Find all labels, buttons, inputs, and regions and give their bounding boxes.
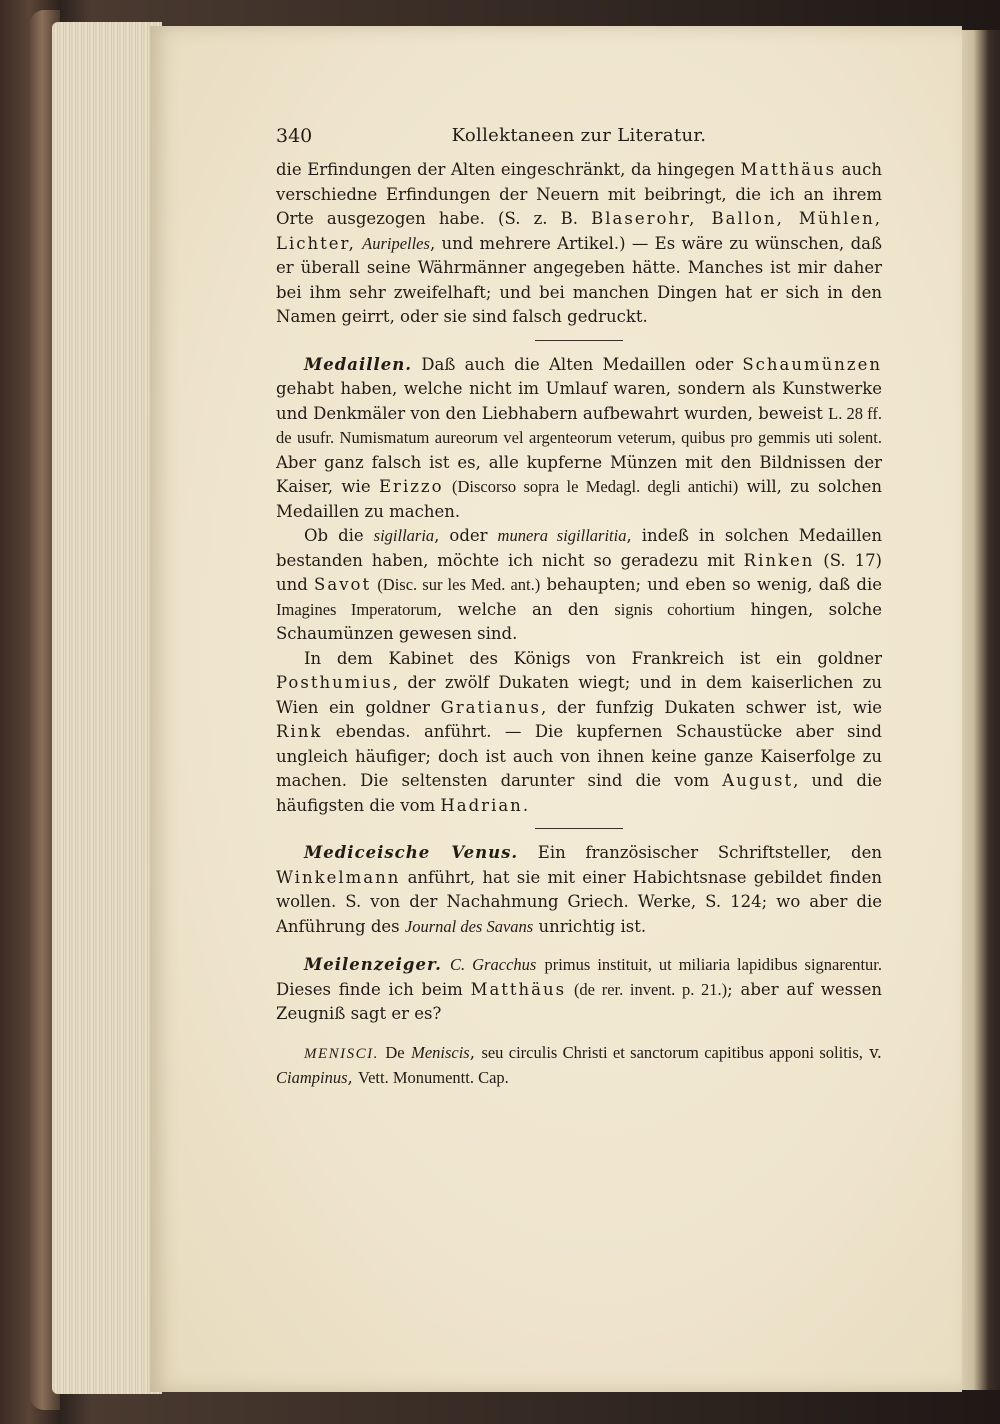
citation: Vett. Monumentt. Cap.: [358, 1068, 509, 1087]
person-name: Rink: [276, 722, 323, 741]
text-run: hingen, solche Schaumünzen gewesen sind.: [276, 599, 882, 643]
text-run: , oder: [434, 526, 498, 545]
latin-word: De: [385, 1042, 405, 1062]
running-title: Kollektaneen zur Literatur.: [451, 125, 707, 146]
latin-term: Auripelles: [362, 233, 430, 253]
section-divider: [535, 828, 623, 829]
person-name: Savot: [314, 575, 372, 594]
text-run: unrichtig ist.: [533, 916, 647, 936]
text-run: behaupten; und eben so wenig, daß die: [540, 575, 882, 594]
entry-names: Blaserohr, Ballon, Mühlen, Lichter,: [276, 209, 882, 253]
text-run: [442, 955, 450, 974]
entry-meilenzeiger: [276, 953, 882, 1027]
paragraph-sigillaria: [276, 524, 882, 647]
journal-title: Journal des Savans: [404, 916, 534, 936]
text-run: , der funfzig Dukaten schwer ist, wie: [540, 697, 883, 717]
person-name: Rinken: [743, 550, 815, 570]
person-name: Erizzo: [379, 477, 444, 496]
text-run: In dem Kabinet des Königs von Frankreich ist ein goldner: [304, 648, 882, 668]
latin-quotation: seu circulis Christi et sanctorum capitibus apponi solitis,: [481, 1042, 863, 1062]
latin-quotation: L. 28 ff. de usufr. Numismatum aureorum vel argenteorum veterum, quibus pro gemmis uti solent.: [276, 403, 882, 447]
latin-term: sigillaria: [373, 526, 435, 545]
text-run: auch verschiedne Erfindungen der Neuern mit beibringt, die ich an ihrem Orte ausgezogen habe. (S. z. B.: [276, 160, 882, 228]
citation: (de rer. invent. p. 21.): [573, 979, 728, 999]
entry-keyword: Mediceische Venus.: [304, 843, 519, 862]
latin-term: Imagines Imperatorum: [276, 599, 437, 619]
facing-page-edge: [962, 30, 1000, 1390]
latin-term: signis cohortium: [614, 599, 735, 619]
text-run: , der zwölf Dukaten wiegt; und in dem kaiserlichen zu Wien ein goldner: [276, 673, 882, 717]
person-name: C. Gracchus: [450, 955, 537, 974]
text-run: Ob die: [304, 526, 374, 545]
text-run: will, zu solchen Medaillen zu machen.: [276, 477, 882, 521]
text-run: ; aber auf wessen Zeugniß sagt er es?: [276, 979, 882, 1023]
person-name: Matthäus: [470, 979, 567, 999]
citation: (Discorso sopra le Medagl. degli antichi): [451, 477, 739, 496]
text-run: (S. 17) und: [276, 550, 882, 594]
paragraph-erfindungen: [276, 158, 882, 330]
person-name: Hadrian: [440, 795, 523, 815]
entry-keyword: Meilenzeiger.: [304, 955, 442, 974]
text-run: Daß auch die Alten Medaillen oder: [412, 354, 743, 374]
running-head: [276, 124, 882, 158]
emphasized-term: Schaumünzen: [742, 354, 882, 374]
page-content: [276, 124, 882, 1091]
entry-menisci: [276, 1041, 882, 1091]
text-run: , welche an den: [436, 599, 615, 619]
text-run: , und die häufigsten die vom: [276, 771, 882, 815]
paragraph-kabinet: [276, 647, 882, 819]
text-run: [444, 477, 452, 496]
text-run: Aber ganz falsch ist es, alle kupferne Münzen mit den Bildnissen der Kaiser, wie: [276, 452, 882, 496]
latin-quotation: primus instituit, ut miliaria lapidibus signarentur.: [544, 955, 882, 974]
section-divider: [535, 340, 623, 341]
text-run: [566, 980, 574, 999]
text-run: anführt, hat sie mit einer Habichtsnase gebildet finden wollen. S. von der Nachahmung Griech. Werke, S. 124; wo aber die Anführung des: [276, 867, 882, 936]
person-name: Matthäus: [740, 160, 837, 179]
person-name: Gratianus: [440, 697, 541, 717]
entry-keyword: Medaillen.: [304, 354, 413, 374]
page-edges: [52, 22, 162, 1394]
person-name: August: [722, 771, 794, 790]
person-name: Ciampinus: [276, 1068, 348, 1087]
text-run: ebendas. anführt. — Die kupfernen Schaustücke aber sind ungleich häufiger; doch ist auch von ihnen keine ganze Kaiserfolge zu machen. Die seltensten darunter sind die vom: [276, 722, 882, 790]
person-name: Winkelmann: [276, 867, 401, 887]
text-run: Dieses finde ich beim: [276, 979, 471, 999]
page-number: 340: [276, 125, 313, 147]
text-run: , und mehrere Artikel.) — Es wäre zu wünschen, daß er überall seine Währmänner angegeben hätte. Manches ist mir daher bei ihm sehr zweifelhaft; und bei manchen Dingen hat er sich in den Namen geirrt, oder sie sind falsch gedruckt.: [276, 233, 882, 326]
text-run: v.: [862, 1042, 882, 1062]
text-run: die Erfindungen der Alten eingeschränkt, da hingegen: [276, 160, 741, 179]
latin-term: Meniscis: [411, 1042, 470, 1062]
entry-medaillen: [276, 353, 882, 525]
text-run: ,: [347, 1068, 359, 1087]
person-name: Posthumius: [276, 673, 393, 692]
text-run: Ein französischer Schriftsteller, den: [518, 843, 882, 862]
text-run: , indeß in solchen Medaillen bestanden haben, möchte ich nicht so geradezu mit: [276, 526, 883, 570]
text-run: ,: [469, 1042, 482, 1062]
entry-spacer: [276, 939, 882, 953]
latin-term: munera sigillaritia: [497, 526, 627, 545]
entry-keyword: MENISCI.: [304, 1045, 379, 1062]
text-run: .: [522, 795, 529, 815]
entry-spacer: [276, 1027, 882, 1041]
text-run: gehabt haben, welche nicht im Umlauf waren, sondern als Kunstwerke und Denkmäler von den Liebhabern aufbewahrt wurden, beweist: [276, 379, 882, 423]
citation: (Disc. sur les Med. ant.): [377, 575, 541, 594]
entry-mediceische-venus: [276, 841, 882, 939]
